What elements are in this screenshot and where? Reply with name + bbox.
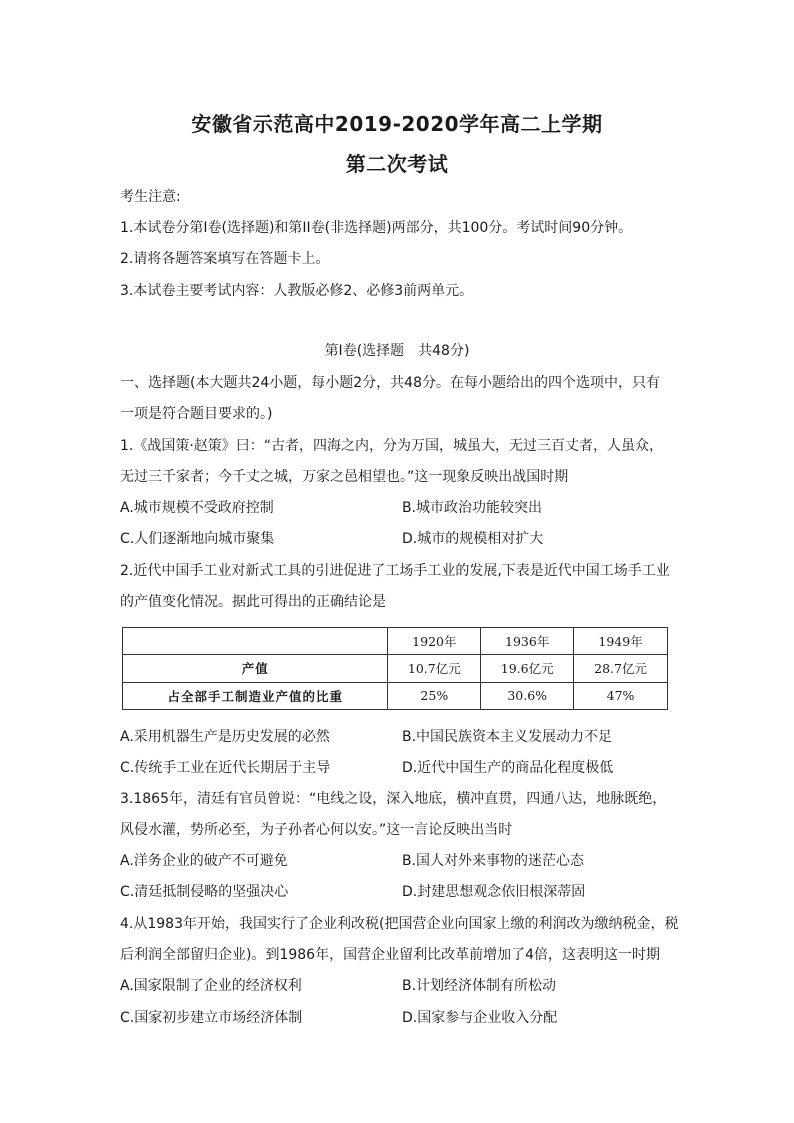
option-a: A.国家限制了企业的经济权利 (120, 978, 302, 994)
question-stem: 2.近代中国手工业对新式工具的引进促进了工场手工业的发展,下表是近代中国工场手工业 (120, 563, 670, 579)
table-row-label: 产值 (123, 655, 388, 682)
option-a: A.采用机器生产是历史发展的必然 (120, 729, 330, 745)
table-cell: 10.7亿元 (388, 655, 481, 682)
option-b: B.国人对外来事物的迷茫心态 (402, 853, 585, 869)
option-c: C.人们逐渐地向城市聚集 (120, 531, 275, 547)
question-stem: 4.从1983年开始，我国实行了企业利改税(把国营企业向国家上缴的利润改为缴纳税金，税 (120, 916, 679, 932)
output-value-table (122, 627, 668, 710)
option-c: C.国家初步建立市场经济体制 (120, 1010, 303, 1026)
notice-heading: 考生注意: (120, 189, 181, 205)
table-row (123, 682, 668, 709)
table-header-row (123, 628, 668, 655)
option-b: B.中国民族资本主义发展动力不足 (402, 729, 613, 745)
section-instruction: 一项是符合题目要求的。) (120, 406, 273, 422)
table-cell: 28.7亿元 (574, 655, 668, 682)
table-cell: 25% (388, 682, 481, 709)
table-cell: 30.6% (481, 682, 574, 709)
question-stem: 3.1865年，清廷有官员曾说：“电线之设，深入地底，横冲直贯，四通八达，地脉既绝， (120, 791, 667, 807)
question-stem: 的产值变化情况。据此可得出的正确结论是 (120, 594, 386, 610)
table-row (123, 655, 668, 682)
question-stem: 后利润全部留归企业)。到1986年，国营企业留利比改革前增加了4倍，这表明这一时期 (120, 947, 660, 963)
table-header-cell: 1949年 (574, 628, 668, 655)
option-a: A.城市规模不受政府控制 (120, 500, 274, 516)
option-a: A.洋务企业的破产不可避免 (120, 853, 288, 869)
option-c: C.清廷抵制侵略的坚强决心 (120, 884, 289, 900)
table-row-label: 占全部手工制造业产值的比重 (123, 682, 388, 709)
table-header-cell: 1920年 (388, 628, 481, 655)
option-d: D.城市的规模相对扩大 (402, 531, 544, 547)
option-d: D.近代中国生产的商品化程度极低 (402, 760, 614, 776)
option-d: D.国家参与企业收入分配 (402, 1010, 558, 1026)
table-cell: 47% (574, 682, 668, 709)
option-b: B.计划经济体制有所松动 (402, 978, 557, 994)
table-cell: 19.6亿元 (481, 655, 574, 682)
notice-item: 3.本试卷主要考试内容：人教版必修2、必修3前两单元。 (120, 283, 474, 299)
option-c: C.传统手工业在近代长期居于主导 (120, 760, 331, 776)
option-b: B.城市政治功能较突出 (402, 500, 543, 516)
option-d: D.封建思想观念依旧根深蒂固 (402, 884, 586, 900)
table-header-cell (123, 628, 388, 655)
exam-title: 安徽省示范高中2019-2020学年高二上学期 (191, 112, 603, 136)
question-stem: 1.《战国策·赵策》曰：“古者，四海之内，分为万国，城虽大，无过三百丈者，人虽众， (120, 438, 664, 454)
section-instruction: 一、选择题(本大题共24小题，每小题2分，共48分。在每小题给出的四个选项中，只有 (120, 375, 660, 391)
notice-item: 1.本试卷分第I卷(选择题)和第II卷(非选择题)两部分，共100分。考试时间90分钟。 (120, 220, 633, 236)
section-heading: 第I卷(选择题 共48分) (324, 343, 470, 359)
notice-item: 2.请将各题答案填写在答题卡上。 (120, 251, 330, 267)
question-stem: 无过三千家者；今千丈之城，万家之邑相望也。”这一现象反映出战国时期 (120, 469, 569, 485)
table-header-cell: 1936年 (481, 628, 574, 655)
exam-subtitle: 第二次考试 (345, 152, 449, 176)
question-stem: 风侵水灌，势所必至，为子孙者心何以安。”这一言论反映出当时 (120, 822, 513, 838)
